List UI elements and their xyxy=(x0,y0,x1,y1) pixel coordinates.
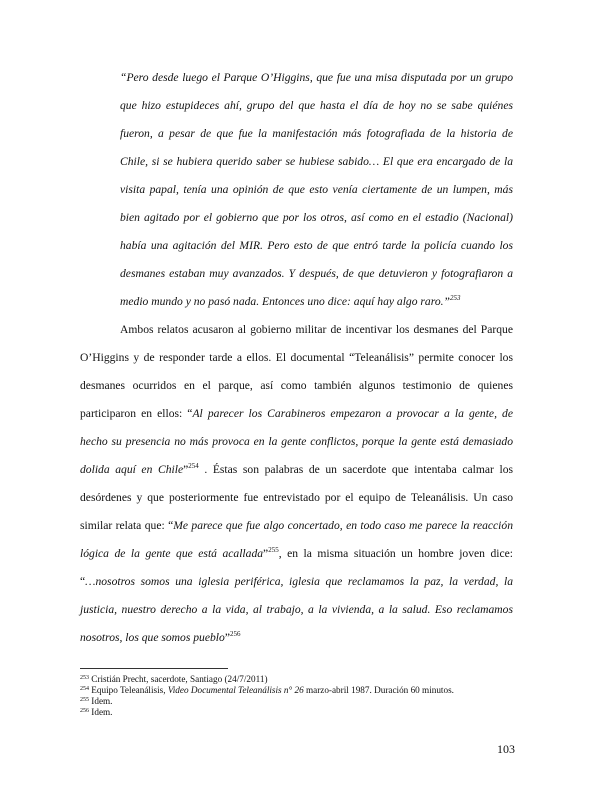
footnote-ref-254[interactable]: 254 xyxy=(188,462,199,470)
body-line-5: hecho su presencia no más provoca en la gente conflictos, porque la gente está demasiado xyxy=(80,435,513,448)
body-line-6-roman: . Éstas son palabras de un sacerdote que intentaba calmar los xyxy=(198,463,514,476)
footnote-separator xyxy=(80,668,228,669)
footnote-text: Idem. xyxy=(89,696,113,706)
body-line-9-italic: lógica de la gente que está acallada xyxy=(80,547,264,560)
quote-line-5: visita papal, tenía una opinión de que esto venía ciertamente de un lumpen, más xyxy=(120,183,513,196)
footnote-num: 254 xyxy=(80,686,89,692)
footnote-255 xyxy=(80,696,112,707)
body-line-8-italic: Me parece que fue algo concertado, en todo caso me parece la reacción xyxy=(173,519,513,532)
quote-line-3: fueron, a pesar de que fue la manifestación más fotografiada de la historia de xyxy=(120,127,513,140)
footnote-text-end: marzo-abril 1987. Duración 60 minutos. xyxy=(303,685,454,695)
quote-line-1: “Pero desde luego el Parque O’Higgins, que fue una misa disputada por un grupo xyxy=(120,71,513,84)
body-line-8-roman: similar relata que: “ xyxy=(80,519,174,532)
body-line-7: desórdenes y que posteriormente fue entrevistado por el equipo de Teleanálisis. Un caso xyxy=(80,491,513,504)
quote-last-text: medio mundo y no pasó nada. Entonces uno dice: aquí hay algo raro.” xyxy=(120,295,450,308)
body-line-4-italic: Al parecer los Carabineros empezaron a provocar a la gente, de xyxy=(192,407,513,420)
quote-line-4: Chile, si se hubiera querido saber se hubiese sabido… El que era encargado de la xyxy=(120,155,513,168)
body-line-1: Ambos relatos acusaron al gobierno militar de incentivar los desmanes del Parque xyxy=(120,323,513,336)
body-line-6-italic: dolida aquí en Chile xyxy=(80,463,184,476)
footnote-253 xyxy=(80,674,268,685)
body-line-10-quote: “ xyxy=(80,575,86,588)
body-line-4 xyxy=(80,407,513,421)
body-line-10 xyxy=(80,575,513,589)
quote-line-8: desmanes estaban muy avanzados. Y después, de que detuvieron y fotografiaron a xyxy=(120,267,513,280)
footnote-num: 253 xyxy=(80,675,89,681)
body-line-8 xyxy=(80,519,513,533)
body-line-9 xyxy=(80,547,513,561)
body-line-12-quote: ” xyxy=(224,631,230,644)
quote-line-6: bien agitado por el gobierno que por los otros, así como en el estadio (Nacional) xyxy=(120,211,513,224)
body-line-9-roman: , en la misma situación un hombre joven dice: xyxy=(278,547,513,560)
footnote-256 xyxy=(80,707,112,718)
page-number: 103 xyxy=(497,742,515,756)
body-line-12-italic: nosotros, los que somos pueblo xyxy=(80,631,225,644)
footnote-num: 256 xyxy=(80,708,89,714)
footnote-text: Idem. xyxy=(89,707,113,717)
footnote-text: Equipo Teleanálisis, xyxy=(89,685,168,695)
body-line-9-quote: ” xyxy=(263,547,269,560)
body-line-12 xyxy=(80,631,513,645)
footnote-ref-256[interactable]: 256 xyxy=(229,630,241,638)
footnote-ref-253[interactable]: 253 xyxy=(449,294,461,302)
body-line-2: O’Higgins y de responder tarde a ellos. El documental “Teleanálisis” permite conocer los xyxy=(80,351,513,364)
body-line-6 xyxy=(80,463,513,477)
body-line-3: desmanes ocurridos en el parque, así como también algunos testimonio de quienes xyxy=(80,379,513,392)
body-line-6-quote: ” xyxy=(183,463,189,476)
quote-line-7: había una agitación del MIR. Pero esto de que entró tarde la policía cuando los xyxy=(120,239,513,252)
footnote-text: Cristián Precht, sacerdote, Santiago (24/7/2011) xyxy=(89,674,268,684)
body-line-10-italic: …nosotros somos una iglesia periférica, iglesia que reclamamos la paz, la verdad, la xyxy=(85,575,513,588)
footnote-ref-255[interactable]: 255 xyxy=(268,546,279,554)
quote-line-2: que hizo estupideces ahí, grupo del que hasta el día de hoy no se sabe quiénes xyxy=(120,99,513,112)
quote-line-9 xyxy=(120,295,513,309)
footnote-254 xyxy=(80,685,454,696)
footnote-num: 255 xyxy=(80,697,89,703)
body-line-4-roman: participaron en ellos: “ xyxy=(80,407,193,420)
footnote-title: Video Documental Teleanálisis n° 26 xyxy=(167,685,304,695)
body-line-11: justicia, nuestro derecho a la vida, al trabajo, a la vivienda, a la salud. Eso reclamamos xyxy=(80,603,513,616)
